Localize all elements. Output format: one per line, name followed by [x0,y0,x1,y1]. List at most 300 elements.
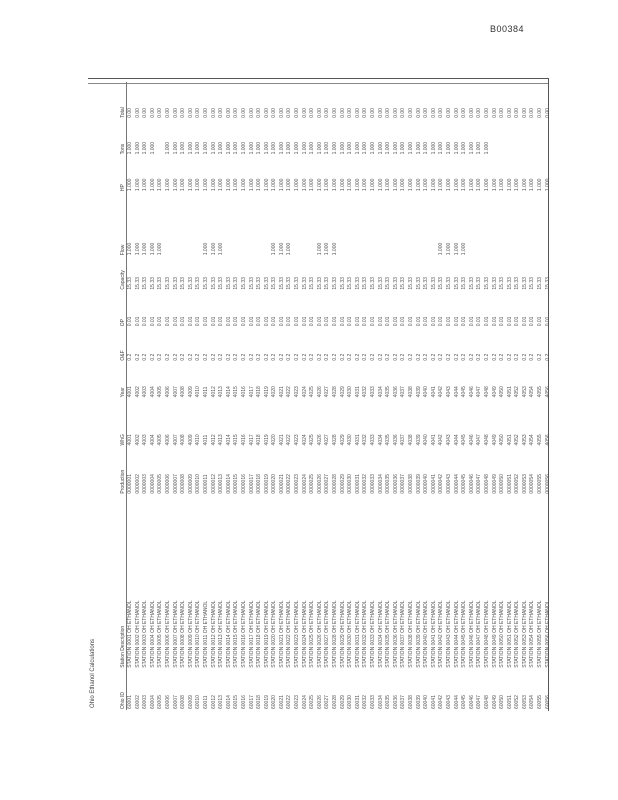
table-cell: STATION 0006 OH ETHANOL [164,600,171,668]
table-row [241,82,249,710]
table-cell [529,192,537,256]
table-cell: 0000032 [362,474,369,494]
table-cell: 0.2 [521,353,528,361]
table-cell: 1.000 [218,141,225,155]
table-cell: 0.01 [339,316,346,327]
table-cell: 15.33 [278,277,285,290]
table-cell: 0000028 [332,474,339,494]
table-cell: 4012 [210,434,217,446]
table-cell: 0.00 [415,108,422,118]
table-cell [423,192,431,256]
table-cell: 4050 [499,386,506,398]
table-cell: STATION 0012 OH ETHANOL [210,600,217,668]
table-row [211,82,219,710]
table-cell: 0.01 [195,316,202,327]
table-cell: 4019 [263,386,270,398]
table-cell: 0000050 [499,474,506,494]
table-cell: 1.000 [332,178,339,192]
table-cell: 0.01 [157,316,164,327]
table-cell: STATION 0020 OH ETHANOL [271,600,278,668]
table-cell: 1.000 [195,178,202,192]
table-cell: 0000041 [430,474,437,494]
table-row [423,82,431,710]
table-cell: 4022 [286,434,293,446]
table-cell: 1.000 [385,178,392,192]
table-cell: 0.2 [271,353,278,361]
table-cell: 1.000 [172,178,179,192]
table-cell: 4039 [415,386,422,398]
table-cell: 0000003 [142,474,149,494]
table-row [529,82,537,710]
table-cell: 0.2 [157,353,164,361]
table-cell: 1.000 [256,141,263,155]
table-cell: 1.000 [225,178,232,192]
table-cell: 1.000 [362,178,369,192]
table-cell: 1.000 [407,178,414,192]
table-cell: 4047 [476,434,483,446]
table-cell: 1.000 [271,141,278,155]
table-cell: 4006 [164,434,171,446]
table-cell: 1.000 [172,141,179,155]
table-cell: 1.000 [233,178,240,192]
table-cell: 0.00 [339,108,346,118]
table-cell: 4017 [248,386,255,398]
table-cell: 60020 [271,695,278,709]
table-cell [264,192,272,256]
table-cell: 15.33 [263,277,270,290]
table-cell: 0.01 [521,316,528,327]
table-cell: 15.33 [392,277,399,290]
table-cell: 0.2 [453,353,460,361]
table-cell: STATION 0014 OH ETHANOL [225,600,232,668]
table-cell [545,192,553,256]
table-cell [484,192,492,256]
table-cell: 4033 [370,386,376,398]
table-cell: 4009 [187,386,194,398]
table-cell: 0000002 [134,474,141,494]
table-cell: 0.2 [491,353,498,361]
table-cell: 0000048 [483,474,490,494]
table-row [286,82,294,710]
table-row [378,82,386,710]
table-cell: 0000053 [521,474,528,494]
table-cell: 1.000 [278,242,285,256]
table-cell: 0.2 [324,353,331,361]
table-cell: 4020 [271,386,278,398]
table-cell: 0000016 [240,474,247,494]
table-cell: 60032 [362,695,369,709]
table-cell: 0000023 [294,474,301,494]
table-cell: 4028 [332,386,339,398]
table-cell: 60004 [149,695,156,709]
table-cell: 1.000 [180,178,187,192]
table-cell: 0.2 [301,353,308,361]
table-cell: 0.00 [195,108,202,118]
table-cell: 60015 [233,695,240,709]
table-cell: 4026 [316,386,323,398]
table-row [492,82,500,710]
table-row [264,82,272,710]
table-cell: 1.000 [127,242,133,256]
table-row [188,82,196,710]
table-cell: 0.00 [354,108,361,118]
table-cell: 1.000 [521,178,528,192]
table-cell: 0.2 [316,353,323,361]
table-cell: 0.01 [225,316,232,327]
table-cell: 15.33 [453,277,460,290]
table-cell: 0.01 [476,316,483,327]
table-cell: 0.00 [377,108,384,118]
sheet-title: Ohio Ethanol Calculations [90,638,96,708]
table-cell [309,192,317,256]
table-cell [408,192,416,256]
table-cell: 1.000 [332,141,339,155]
table-cell: STATION 0038 OH ETHANOL [407,600,414,668]
table-cell: 4018 [256,434,263,446]
table-cell: 1.000 [438,242,445,256]
table-cell: 4035 [385,434,392,446]
table-cell: 0.2 [278,353,285,361]
table-cell: 4026 [316,434,323,446]
table-cell: 0.00 [157,108,164,118]
table-cell: 4025 [309,386,316,398]
table-cell: 0.00 [491,108,498,118]
table-cell: 0.00 [134,108,141,118]
table-cell: 0000011 [202,474,209,494]
table-cell: 60035 [385,695,392,709]
table-cell: 0.01 [445,316,452,327]
table-cell: 0.01 [316,316,323,327]
table-cell: 4004 [149,434,156,446]
table-cell: 15.33 [483,277,490,290]
table-row [279,82,287,710]
table-cell: 0000017 [248,474,255,494]
table-cell: 15.33 [324,277,331,290]
table-cell: 60044 [453,695,460,709]
table-cell: 0.2 [339,353,346,361]
table-cell: 0.00 [385,108,392,118]
table-cell: 60018 [256,695,263,709]
column-header: WhG [104,398,127,446]
table-cell: 1.000 [445,242,452,256]
table-cell: 0.01 [240,316,247,327]
table-cell [476,192,484,256]
table-cell [522,119,530,156]
table-cell: 15.33 [309,277,316,290]
table-cell: 60039 [415,695,422,709]
table-cell: STATION 0011 OH ETHANOL [202,600,209,668]
table-cell: 0000025 [309,474,316,494]
table-row [370,82,378,710]
table-cell: 60003 [142,695,149,709]
table-cell: STATION 0056 OH ETHANOL [544,600,551,668]
table-cell: 0.01 [415,316,422,327]
table-cell: 1.000 [248,141,255,155]
table-cell: 0.00 [537,108,544,118]
table-cell: 0000035 [385,474,392,494]
table-cell: 0.2 [537,353,544,361]
table-cell: 60017 [248,695,255,709]
column-header: Production [104,446,127,494]
table-cell: 0000020 [271,474,278,494]
table-cell [522,192,530,256]
table-cell: 1.000 [286,242,293,256]
table-cell: 1.000 [468,178,475,192]
column-header: Tons [104,119,127,156]
table-cell: 60022 [286,695,293,709]
table-cell: 15.33 [461,277,468,290]
table-cell: 4034 [377,434,384,446]
table-cell: 15.33 [149,277,156,290]
table-cell: 1.000 [248,178,255,192]
table-row [142,82,150,710]
table-cell: 1.000 [202,242,209,256]
table-cell: 15.33 [514,277,521,290]
table-cell [165,192,173,256]
table-cell: 15.33 [354,277,361,290]
table-cell: STATION 0046 OH ETHANOL [468,600,475,668]
table-cell: STATION 0037 OH ETHANOL [400,600,407,668]
table-cell: 0.01 [362,316,369,327]
table-cell: 15.33 [400,277,407,290]
table-cell: 1.000 [461,141,468,155]
table-cell [233,192,241,256]
table-cell: 1.000 [294,141,301,155]
table-cell: 0.01 [423,316,430,327]
table-cell: 0.00 [218,108,225,118]
table-cell: 0000006 [164,474,171,494]
table-cell: 1.000 [445,178,452,192]
table-cell: 0.01 [301,316,308,327]
table-cell: 4043 [445,434,452,446]
table-cell: 0.2 [218,353,225,361]
table-cell: 1.000 [294,178,301,192]
table-cell: 1.000 [385,141,392,155]
table-cell: 4020 [271,434,278,446]
table-cell: 4042 [438,386,445,398]
table-cell: 15.33 [316,277,323,290]
table-cell: 0.00 [149,108,156,118]
table-cell: 0.00 [461,108,468,118]
table-cell: STATION 0016 OH ETHANOL [240,600,247,668]
table-cell: 60052 [514,695,521,709]
table-cell: 0.2 [202,353,209,361]
table-cell: 1.000 [278,141,285,155]
table-cell [537,119,545,156]
table-cell: 4007 [172,434,179,446]
table-cell: 0.01 [461,316,468,327]
table-cell: 0.2 [506,353,513,361]
table-cell: 15.33 [301,277,308,290]
table-row [385,82,393,710]
table-row [347,82,355,710]
table-cell: 4042 [438,434,445,446]
table-cell: 0.2 [370,353,376,361]
table-cell: 60040 [423,695,430,709]
table-cell: 15.33 [476,277,483,290]
table-cell: STATION 0030 OH ETHANOL [347,600,354,668]
table-cell: 4001 [127,434,133,446]
table-cell: 0.01 [309,316,316,327]
column-header: Flow [104,192,127,256]
table-cell: STATION 0004 OH ETHANOL [149,600,156,668]
table-row [218,82,226,710]
table-cell: 4049 [491,386,498,398]
table-cell: 1.000 [537,178,544,192]
table-cell: 0.01 [506,316,513,327]
table-cell: 0000039 [415,474,422,494]
table-cell: 4043 [445,386,452,398]
table-row [461,82,469,710]
table-cell: 15.33 [233,277,240,290]
table-cell: 1.000 [210,141,217,155]
table-cell: 0.01 [134,316,141,327]
table-cell: 4056 [544,434,551,446]
table-cell [431,192,439,256]
table-cell: 4045 [461,434,468,446]
table-cell: 0.01 [385,316,392,327]
table-cell: 15.33 [157,277,164,290]
table-cell [340,192,348,256]
table-cell [492,192,500,256]
table-cell: 1.000 [316,141,323,155]
table-row [256,82,264,710]
table-row [127,82,135,710]
table-cell: 0.00 [392,108,399,118]
table-cell: 60026 [316,695,323,709]
table-cell: STATION 0007 OH ETHANOL [172,600,179,668]
table-cell: STATION 0032 OH ETHANOL [362,600,369,668]
table-row [226,82,234,710]
table-cell: 15.33 [529,277,536,290]
table-cell: 15.33 [187,277,194,290]
table-cell: 4017 [248,434,255,446]
table-cell [294,192,302,256]
table-cell: 1.000 [476,141,483,155]
table-cell: 4008 [180,434,187,446]
table-row [537,82,545,710]
table-cell: 60036 [392,695,399,709]
table-cell: 15.33 [339,277,346,290]
table-cell: STATION 0025 OH ETHANOL [309,600,316,668]
table-cell [416,192,424,256]
table-cell: 0.2 [210,353,217,361]
table-cell: 4053 [521,434,528,446]
table-cell: 1.000 [400,178,407,192]
table-cell: 0000046 [468,474,475,494]
table-cell: STATION 0043 OH ETHANOL [445,600,452,668]
table-cell: 0.00 [438,108,445,118]
table-cell: 1.000 [453,242,460,256]
table-cell: 60029 [339,695,346,709]
table-cell: 60016 [240,695,247,709]
table-cell: 0.01 [187,316,194,327]
table-cell: STATION 0042 OH ETHANOL [438,600,445,668]
table-cell: 4021 [278,386,285,398]
table-cell: 4012 [210,386,217,398]
table-cell: 15.33 [438,277,445,290]
table-cell: 4010 [195,434,202,446]
table-cell: 0.2 [332,353,339,361]
table-cell [370,192,378,256]
table-cell: 60055 [537,695,544,709]
table-cell: 0.01 [172,316,179,327]
table-cell: 4038 [407,434,414,446]
table-cell: 0.01 [514,316,521,327]
table-cell: 4015 [233,434,240,446]
table-cell: 0.2 [187,353,194,361]
table-cell: 4054 [529,434,536,446]
table-cell: 0.00 [370,108,376,118]
table-cell: 1.000 [438,178,445,192]
table-cell: 1.000 [142,178,149,192]
table-cell: 0000026 [316,474,323,494]
table-cell: 15.33 [134,277,141,290]
table-cell: 4030 [347,386,354,398]
table-cell: 0000042 [438,474,445,494]
table-cell: 0000014 [225,474,232,494]
table-cell: 0.01 [164,316,171,327]
table-cell: 1.000 [142,141,149,155]
table-cell: 0.2 [286,353,293,361]
table-cell: 0000009 [187,474,194,494]
table-cell: 4052 [514,386,521,398]
table-cell: 1.000 [423,141,430,155]
table-cell: 0000049 [491,474,498,494]
table-cell: 0000031 [354,474,361,494]
table-cell: 4039 [415,434,422,446]
table-cell [499,192,507,256]
table-row [340,82,348,710]
table-cell: 1.000 [187,178,194,192]
column-header: HP [104,155,127,192]
table-cell: 0.01 [286,316,293,327]
table-cell: 4003 [142,434,149,446]
table-row [309,82,317,710]
table-cell: 1.000 [370,178,376,192]
table-cell: 0000013 [218,474,225,494]
table-cell: 0.01 [233,316,240,327]
table-cell: STATION 0019 OH ETHANOL [263,600,270,668]
table-cell: 0000038 [407,474,414,494]
table-row [469,82,477,710]
table-cell: 0.2 [149,353,156,361]
table-cell: STATION 0021 OH ETHANOL [278,600,285,668]
table-cell: 4029 [339,434,346,446]
table-cell: 4040 [423,386,430,398]
table-cell: 0.2 [445,353,452,361]
table-cell: 4014 [225,386,232,398]
table-cell: 0.01 [180,316,187,327]
table-cell: 4016 [240,386,247,398]
table-cell: 0.00 [248,108,255,118]
table-cell: 1.000 [499,178,506,192]
table-cell: 60051 [506,695,513,709]
table-cell: 4027 [324,386,331,398]
column-header: Station Description [104,495,127,669]
table-cell: STATION 0048 OH ETHANOL [483,600,490,668]
table-cell: 1.000 [157,242,164,256]
table-cell: 4001 [127,386,133,398]
table-cell: STATION 0001 OH ETHANOL [127,600,133,668]
table-row [476,82,484,710]
table-cell: 60030 [347,695,354,709]
table-cell [362,192,370,256]
table-row [135,82,143,710]
table-cell: 1.000 [362,141,369,155]
table-cell: 1.000 [316,178,323,192]
table-cell: 0.2 [225,353,232,361]
